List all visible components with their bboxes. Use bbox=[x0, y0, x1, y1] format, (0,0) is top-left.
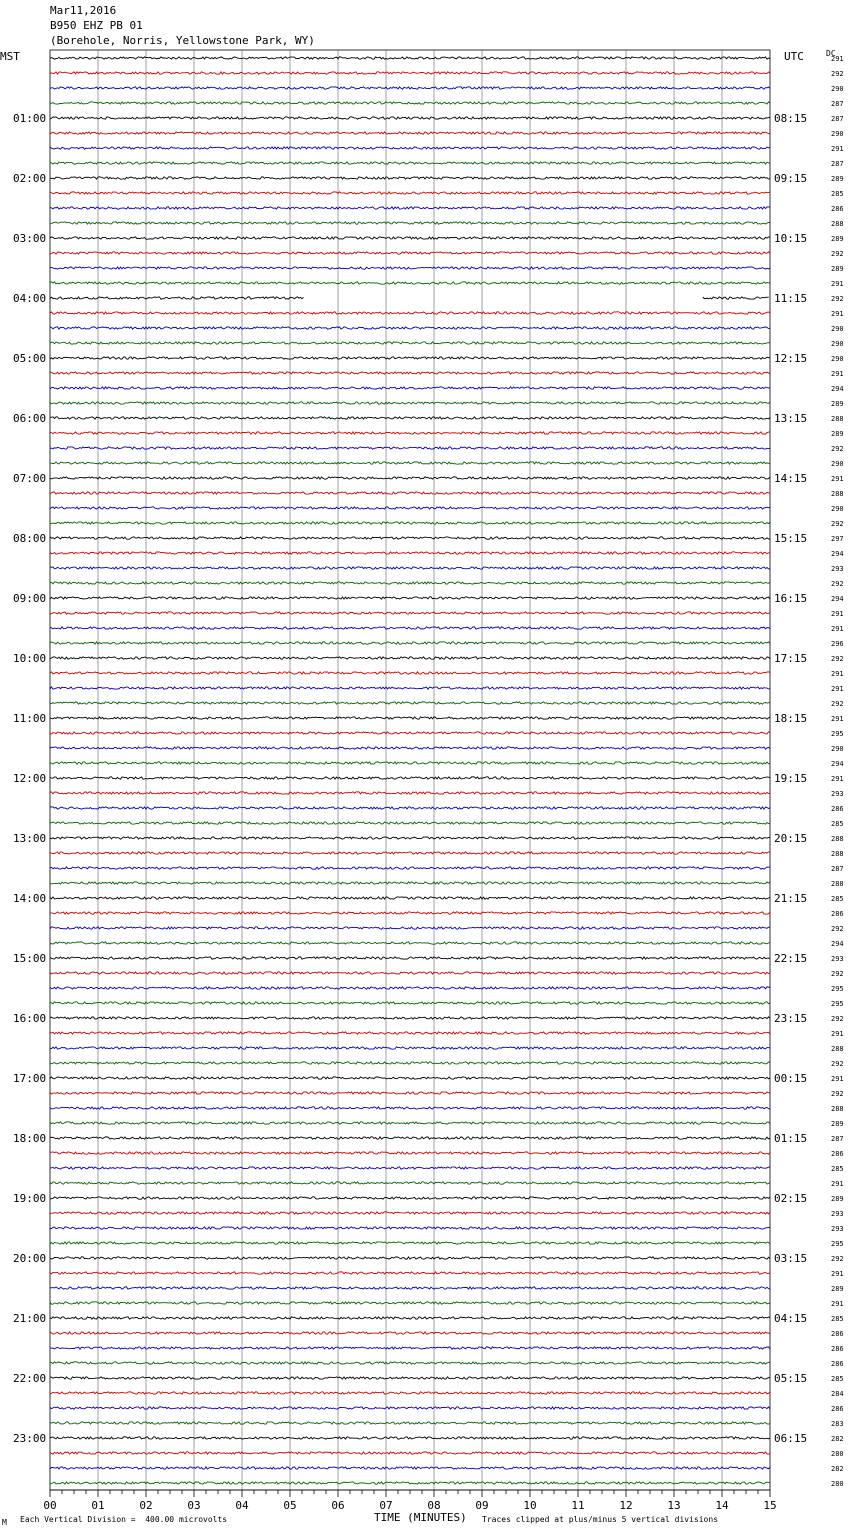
x-tick-label: 13 bbox=[667, 1499, 681, 1512]
left-hour-label: 03:00 bbox=[13, 232, 47, 245]
trace-row-61 bbox=[50, 972, 770, 974]
dc-value: 285 bbox=[831, 1315, 844, 1323]
trace-row-30 bbox=[50, 507, 770, 509]
dc-value: 291 bbox=[831, 370, 844, 378]
left-hour-label: 11:00 bbox=[13, 712, 47, 725]
dc-value: 287 bbox=[831, 115, 844, 123]
trace-row-22 bbox=[50, 387, 770, 389]
trace-row-29 bbox=[50, 492, 770, 494]
x-tick-label: 10 bbox=[523, 1499, 537, 1512]
trace-row-68 bbox=[50, 1077, 770, 1079]
x-tick-label: 11 bbox=[571, 1499, 585, 1512]
trace-row-60 bbox=[50, 957, 770, 959]
trace-row-18 bbox=[50, 327, 770, 329]
trace-row-37 bbox=[50, 612, 770, 614]
dc-value: 287 bbox=[831, 865, 844, 873]
dc-value: 286 bbox=[831, 1330, 844, 1338]
trace-row-86 bbox=[50, 1347, 770, 1349]
trace-row-3 bbox=[50, 102, 770, 104]
left-hour-label: 13:00 bbox=[13, 832, 47, 845]
dc-value: 294 bbox=[831, 940, 844, 948]
dc-value: 292 bbox=[831, 1255, 844, 1263]
trace-row-62 bbox=[50, 987, 770, 989]
dc-value: 291 bbox=[831, 625, 844, 633]
left-hour-label: 07:00 bbox=[13, 472, 47, 485]
dc-value: 288 bbox=[831, 835, 844, 843]
dc-value: 283 bbox=[831, 1420, 844, 1428]
dc-value: 294 bbox=[831, 760, 844, 768]
trace-row-65 bbox=[50, 1032, 770, 1034]
dc-value: 287 bbox=[831, 100, 844, 108]
trace-row-56 bbox=[50, 897, 770, 899]
dc-value: 292 bbox=[831, 970, 844, 978]
trace-row-72 bbox=[50, 1137, 770, 1139]
left-hour-label: 15:00 bbox=[13, 952, 47, 965]
trace-row-8 bbox=[50, 177, 770, 179]
dc-value: 291 bbox=[831, 1180, 844, 1188]
right-hour-label: 03:15 bbox=[774, 1252, 808, 1265]
dc-value: 287 bbox=[831, 160, 844, 168]
dc-value: 290 bbox=[831, 85, 844, 93]
x-tick-label: 01 bbox=[91, 1499, 105, 1512]
trace-row-92 bbox=[50, 1437, 770, 1439]
trace-row-43 bbox=[50, 702, 770, 704]
trace-row-10 bbox=[50, 207, 770, 209]
dc-value: 291 bbox=[831, 775, 844, 783]
trace-row-63 bbox=[50, 1002, 770, 1004]
dc-value: 288 bbox=[831, 415, 844, 423]
trace-row-75 bbox=[50, 1182, 770, 1184]
dc-value: 292 bbox=[831, 925, 844, 933]
trace-row-57 bbox=[50, 912, 770, 914]
dc-value: 288 bbox=[831, 850, 844, 858]
trace-row-13 bbox=[50, 252, 770, 254]
dc-value: 291 bbox=[831, 145, 844, 153]
dc-value: 285 bbox=[831, 190, 844, 198]
trace-row-40 bbox=[50, 657, 770, 659]
dc-value: 286 bbox=[831, 1345, 844, 1353]
trace-row-32 bbox=[50, 537, 770, 539]
trace-row-88 bbox=[50, 1377, 770, 1379]
trace-row-51 bbox=[50, 822, 770, 824]
trace-row-28 bbox=[50, 477, 770, 479]
trace-row-16-seg-1 bbox=[703, 297, 769, 299]
right-hour-label: 20:15 bbox=[774, 832, 808, 845]
dc-value: 288 bbox=[831, 220, 844, 228]
trace-row-24 bbox=[50, 417, 770, 419]
dc-value: 292 bbox=[831, 655, 844, 663]
right-hour-label: 21:15 bbox=[774, 892, 808, 905]
trace-row-0 bbox=[50, 57, 770, 59]
trace-row-34 bbox=[50, 567, 770, 569]
dc-value: 280 bbox=[831, 1450, 844, 1458]
trace-row-95 bbox=[50, 1482, 770, 1484]
trace-row-93 bbox=[50, 1452, 770, 1454]
trace-row-70 bbox=[50, 1107, 770, 1109]
trace-row-50 bbox=[50, 807, 770, 809]
dc-value: 289 bbox=[831, 235, 844, 243]
x-tick-label: 12 bbox=[619, 1499, 633, 1512]
right-hour-label: 23:15 bbox=[774, 1012, 808, 1025]
dc-value: 292 bbox=[831, 1015, 844, 1023]
trace-row-49 bbox=[50, 792, 770, 794]
trace-row-36 bbox=[50, 597, 770, 599]
trace-row-42 bbox=[50, 687, 770, 689]
x-axis-label: TIME (MINUTES) bbox=[374, 1511, 467, 1524]
dc-value: 293 bbox=[831, 1225, 844, 1233]
left-hour-label: 05:00 bbox=[13, 352, 47, 365]
trace-row-14 bbox=[50, 267, 770, 269]
x-tick-label: 07 bbox=[379, 1499, 393, 1512]
left-hour-label: 02:00 bbox=[13, 172, 47, 185]
left-hour-label: 12:00 bbox=[13, 772, 47, 785]
trace-row-81 bbox=[50, 1272, 770, 1274]
dc-value: 291 bbox=[831, 55, 844, 63]
right-hour-label: 22:15 bbox=[774, 952, 808, 965]
trace-row-20 bbox=[50, 357, 770, 359]
left-hour-label: 08:00 bbox=[13, 532, 47, 545]
right-hour-label: 05:15 bbox=[774, 1372, 808, 1385]
left-hour-label: 06:00 bbox=[13, 412, 47, 425]
trace-row-7 bbox=[50, 162, 770, 164]
dc-value: 284 bbox=[831, 1390, 844, 1398]
right-hour-label: 16:15 bbox=[774, 592, 808, 605]
dc-value: 291 bbox=[831, 310, 844, 318]
left-axis-title: MST bbox=[0, 50, 20, 63]
dc-value: 289 bbox=[831, 400, 844, 408]
dc-value: 297 bbox=[831, 535, 844, 543]
trace-row-47 bbox=[50, 762, 770, 764]
dc-column-title: DC bbox=[826, 49, 836, 58]
dc-value: 289 bbox=[831, 1285, 844, 1293]
dc-value: 296 bbox=[831, 640, 844, 648]
dc-value: 293 bbox=[831, 955, 844, 963]
trace-row-15 bbox=[50, 282, 770, 284]
dc-value: 291 bbox=[831, 685, 844, 693]
x-tick-label: 00 bbox=[43, 1499, 57, 1512]
trace-row-59 bbox=[50, 942, 770, 944]
dc-value: 285 bbox=[831, 820, 844, 828]
right-hour-label: 17:15 bbox=[774, 652, 808, 665]
left-hour-label: 10:00 bbox=[13, 652, 47, 665]
trace-row-74 bbox=[50, 1167, 770, 1169]
dc-value: 290 bbox=[831, 130, 844, 138]
corner-mark: M bbox=[2, 1518, 7, 1527]
right-hour-label: 19:15 bbox=[774, 772, 808, 785]
right-hour-label: 06:15 bbox=[774, 1432, 808, 1445]
right-hour-label: 15:15 bbox=[774, 532, 808, 545]
dc-value: 286 bbox=[831, 205, 844, 213]
dc-value: 295 bbox=[831, 730, 844, 738]
trace-row-33 bbox=[50, 552, 770, 554]
dc-value: 289 bbox=[831, 430, 844, 438]
x-tick-label: 09 bbox=[475, 1499, 489, 1512]
right-hour-label: 12:15 bbox=[774, 352, 808, 365]
right-hour-label: 14:15 bbox=[774, 472, 808, 485]
dc-value: 291 bbox=[831, 1270, 844, 1278]
right-hour-label: 01:15 bbox=[774, 1132, 808, 1145]
trace-row-38 bbox=[50, 627, 770, 629]
trace-row-52 bbox=[50, 837, 770, 839]
right-hour-label: 04:15 bbox=[774, 1312, 808, 1325]
trace-row-89 bbox=[50, 1392, 770, 1394]
x-tick-label: 02 bbox=[139, 1499, 153, 1512]
dc-value: 285 bbox=[831, 1165, 844, 1173]
dc-value: 291 bbox=[831, 670, 844, 678]
dc-value: 294 bbox=[831, 595, 844, 603]
trace-row-41 bbox=[50, 672, 770, 674]
trace-row-4 bbox=[50, 117, 770, 119]
dc-value: 289 bbox=[831, 1195, 844, 1203]
dc-value: 285 bbox=[831, 895, 844, 903]
trace-row-85 bbox=[50, 1332, 770, 1334]
left-hour-label: 20:00 bbox=[13, 1252, 47, 1265]
trace-row-91 bbox=[50, 1422, 770, 1424]
trace-row-12 bbox=[50, 237, 770, 239]
dc-value: 287 bbox=[831, 1135, 844, 1143]
trace-row-1 bbox=[50, 72, 770, 74]
dc-value: 288 bbox=[831, 1045, 844, 1053]
x-tick-label: 04 bbox=[235, 1499, 249, 1512]
right-hour-label: 13:15 bbox=[774, 412, 808, 425]
dc-value: 290 bbox=[831, 355, 844, 363]
x-tick-label: 15 bbox=[763, 1499, 777, 1512]
left-hour-label: 01:00 bbox=[13, 112, 47, 125]
left-hour-label: 23:00 bbox=[13, 1432, 47, 1445]
trace-row-45 bbox=[50, 732, 770, 734]
dc-value: 285 bbox=[831, 1375, 844, 1383]
right-hour-label: 09:15 bbox=[774, 172, 808, 185]
trace-row-87 bbox=[50, 1362, 770, 1364]
dc-value: 295 bbox=[831, 1000, 844, 1008]
dc-value: 288 bbox=[831, 880, 844, 888]
trace-row-16-seg-0 bbox=[50, 297, 304, 299]
dc-value: 280 bbox=[831, 1480, 844, 1488]
dc-value: 288 bbox=[831, 1105, 844, 1113]
trace-row-58 bbox=[50, 927, 770, 929]
clip-note: Traces clipped at plus/minus 5 vertical divisions bbox=[482, 1515, 719, 1524]
trace-row-82 bbox=[50, 1287, 770, 1289]
x-tick-label: 05 bbox=[283, 1499, 297, 1512]
dc-value: 290 bbox=[831, 745, 844, 753]
trace-row-69 bbox=[50, 1092, 770, 1094]
trace-row-35 bbox=[50, 582, 770, 584]
left-hour-label: 22:00 bbox=[13, 1372, 47, 1385]
dc-value: 289 bbox=[831, 175, 844, 183]
left-hour-label: 21:00 bbox=[13, 1312, 47, 1325]
trace-row-55 bbox=[50, 882, 770, 884]
dc-value: 292 bbox=[831, 445, 844, 453]
dc-value: 288 bbox=[831, 490, 844, 498]
trace-row-27 bbox=[50, 462, 770, 464]
trace-row-54 bbox=[50, 867, 770, 869]
trace-row-46 bbox=[50, 747, 770, 749]
dc-value: 286 bbox=[831, 1360, 844, 1368]
trace-row-44 bbox=[50, 717, 770, 719]
trace-row-94 bbox=[50, 1467, 770, 1469]
dc-value: 292 bbox=[831, 250, 844, 258]
scale-note: Each Vertical Division = 400.00 microvolts bbox=[20, 1515, 228, 1524]
right-axis-title: UTC bbox=[784, 50, 804, 63]
left-hour-label: 04:00 bbox=[13, 292, 47, 305]
x-tick-label: 03 bbox=[187, 1499, 201, 1512]
left-hour-label: 16:00 bbox=[13, 1012, 47, 1025]
trace-row-9 bbox=[50, 192, 770, 194]
dc-value: 286 bbox=[831, 910, 844, 918]
trace-row-48 bbox=[50, 777, 770, 779]
trace-row-64 bbox=[50, 1017, 770, 1019]
trace-row-26 bbox=[50, 447, 770, 449]
trace-row-78 bbox=[50, 1227, 770, 1229]
dc-value: 291 bbox=[831, 1030, 844, 1038]
dc-value: 294 bbox=[831, 385, 844, 393]
dc-value: 291 bbox=[831, 1300, 844, 1308]
trace-row-66 bbox=[50, 1047, 770, 1049]
right-hour-label: 18:15 bbox=[774, 712, 808, 725]
dc-value: 293 bbox=[831, 1210, 844, 1218]
x-tick-label: 14 bbox=[715, 1499, 729, 1512]
x-tick-label: 06 bbox=[331, 1499, 345, 1512]
trace-row-71 bbox=[50, 1122, 770, 1124]
dc-value: 286 bbox=[831, 1150, 844, 1158]
x-tick-label: 08 bbox=[427, 1499, 441, 1512]
dc-value: 289 bbox=[831, 1120, 844, 1128]
left-hour-label: 19:00 bbox=[13, 1192, 47, 1205]
dc-value: 292 bbox=[831, 1090, 844, 1098]
dc-value: 282 bbox=[831, 1465, 844, 1473]
trace-row-79 bbox=[50, 1242, 770, 1244]
dc-value: 293 bbox=[831, 790, 844, 798]
dc-value: 290 bbox=[831, 460, 844, 468]
trace-row-2 bbox=[50, 87, 770, 89]
header-date: Mar11,2016 bbox=[50, 4, 117, 17]
dc-value: 290 bbox=[831, 340, 844, 348]
dc-value: 292 bbox=[831, 70, 844, 78]
trace-row-67 bbox=[50, 1062, 770, 1064]
trace-row-90 bbox=[50, 1407, 770, 1409]
dc-value: 291 bbox=[831, 610, 844, 618]
dc-value: 292 bbox=[831, 295, 844, 303]
right-hour-label: 11:15 bbox=[774, 292, 808, 305]
dc-value: 286 bbox=[831, 1405, 844, 1413]
dc-value: 292 bbox=[831, 700, 844, 708]
trace-row-25 bbox=[50, 432, 770, 434]
trace-row-77 bbox=[50, 1212, 770, 1214]
trace-row-23 bbox=[50, 402, 770, 404]
dc-value: 286 bbox=[831, 805, 844, 813]
dc-value: 292 bbox=[831, 580, 844, 588]
left-hour-label: 09:00 bbox=[13, 592, 47, 605]
dc-value: 289 bbox=[831, 265, 844, 273]
dc-value: 290 bbox=[831, 325, 844, 333]
left-hour-label: 17:00 bbox=[13, 1072, 47, 1085]
dc-value: 282 bbox=[831, 1435, 844, 1443]
dc-value: 292 bbox=[831, 520, 844, 528]
dc-value: 293 bbox=[831, 565, 844, 573]
dc-value: 295 bbox=[831, 985, 844, 993]
trace-row-21 bbox=[50, 372, 770, 374]
dc-value: 290 bbox=[831, 505, 844, 513]
dc-value: 292 bbox=[831, 1060, 844, 1068]
trace-row-11 bbox=[50, 222, 770, 224]
dc-value: 295 bbox=[831, 1240, 844, 1248]
trace-row-19 bbox=[50, 342, 770, 344]
trace-row-80 bbox=[50, 1257, 770, 1259]
trace-row-39 bbox=[50, 642, 770, 644]
right-hour-label: 08:15 bbox=[774, 112, 808, 125]
trace-row-76 bbox=[50, 1197, 770, 1199]
trace-row-84 bbox=[50, 1317, 770, 1319]
trace-row-73 bbox=[50, 1152, 770, 1154]
right-hour-label: 10:15 bbox=[774, 232, 808, 245]
dc-value: 291 bbox=[831, 475, 844, 483]
dc-value: 291 bbox=[831, 715, 844, 723]
trace-row-31 bbox=[50, 522, 770, 524]
dc-value: 291 bbox=[831, 280, 844, 288]
dc-value: 294 bbox=[831, 550, 844, 558]
trace-row-53 bbox=[50, 852, 770, 854]
left-hour-label: 18:00 bbox=[13, 1132, 47, 1145]
dc-value: 291 bbox=[831, 1075, 844, 1083]
right-hour-label: 00:15 bbox=[774, 1072, 808, 1085]
trace-row-6 bbox=[50, 147, 770, 149]
header-location: (Borehole, Norris, Yellowstone Park, WY) bbox=[50, 34, 315, 47]
trace-row-5 bbox=[50, 132, 770, 134]
trace-row-17 bbox=[50, 312, 770, 314]
trace-row-83 bbox=[50, 1302, 770, 1304]
header-station: B950 EHZ PB 01 bbox=[50, 19, 143, 32]
left-hour-label: 14:00 bbox=[13, 892, 47, 905]
right-hour-label: 02:15 bbox=[774, 1192, 808, 1205]
